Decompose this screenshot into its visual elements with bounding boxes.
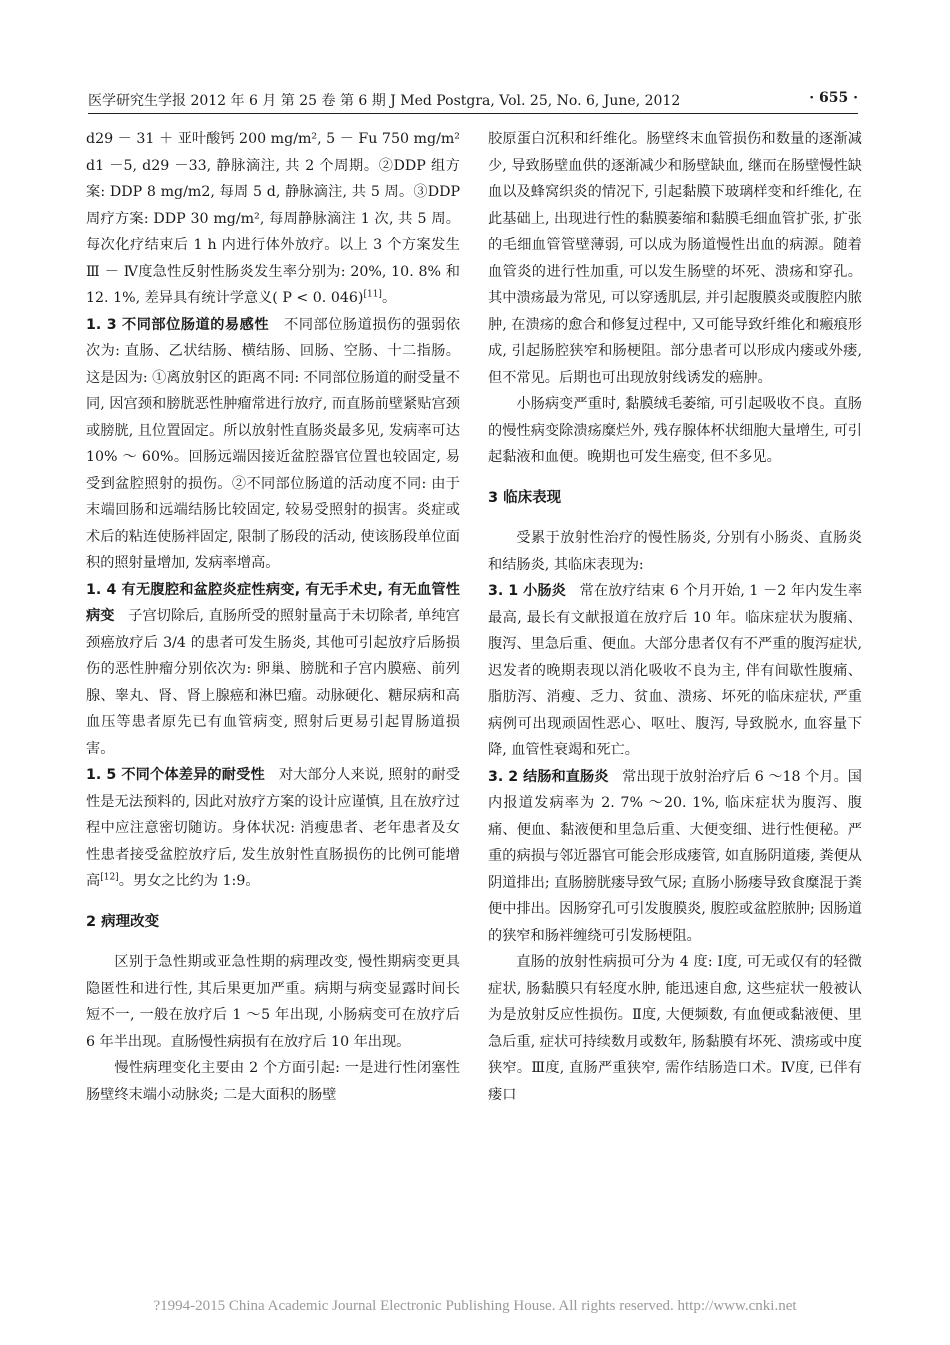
citation-ref[interactable]: [11]: [363, 289, 382, 300]
section-heading: 1. 4 有无腹腔和盆腔炎症性病变, 有无手术史, 有无血管性病变: [86, 581, 460, 624]
section-heading: 3. 1 小肠炎: [488, 583, 566, 599]
paragraph: 小肠病变严重时, 黏膜绒毛萎缩, 可引起吸收不良。直肠的慢性病变除溃疡糜烂外, 残存腺体杯状细胞大量增生, 可引起黏液和血便。晚期也可发生癌变, 但不多见。: [488, 396, 862, 465]
section-1-4: 1. 4 有无腹腔和盆腔炎症性病变, 有无手术史, 有无血管性病变 子宫切除后, 直肠所受的照射量高于未切除者, 单纯宫颈癌放疗后 3/4 的患者可发生肠炎, 其他可引起放疗后肠损伤的恶性肿瘤分别依次为: 卵巢、膀胱和子宫内膜癌、前列腺、睾丸、肾、肾上腺癌和淋巴瘤。动脉硬化、糖尿病和高血压等患者原先已有血管病变, 照射后更易引起胃肠道损害。: [86, 581, 460, 757]
running-header: [88, 90, 858, 114]
paragraph: 区别于急性期或亚急性期的病理改变, 慢性期病变更具隐匿性和进行性, 其后果更加严重。病期与病变显露时间长短不一, 一般在放疗后 1 ～5 年出现, 小肠病变可在放疗后 6 年半出现。直肠慢性病损有在放疗后 10 年出现。: [86, 954, 460, 1050]
paragraph: d29 － 31 ＋ 亚叶酸钙 200 mg/m², 5 － Fu 750 mg/m² d1 －5, d29 －33, 静脉滴注, 共 2 个周期。②DDP 组方案: DDP 8 mg/m2, 每周 5 d, 静脉滴注, 共 5 周。③DDP 周疗方案: DDP 30 mg/m², 每周静脉滴注 1 次, 共 5 周。每次化疗结束后 1 h 内进行体外放疗。以上 3 个方案发生Ⅲ － Ⅳ度急性反射性肠炎发生率分别为: 20%, 10. 8% 和 12. 1%, 差异具有统计学意义( P < 0. 046)[11]。: [86, 131, 460, 306]
paragraph: 直肠的放射性病损可分为 4 度: Ⅰ度, 可无或仅有的轻微症状, 肠黏膜只有轻度水肿, 能迅速自愈, 这些症状一般被认为是放射反应性损伤。Ⅱ度, 大便频数, 有血便或黏液便、里急后重, 症状可持续数月或数年, 肠黏膜有坏死、溃疡或中度狭窄。Ⅲ度, 直肠严重狭窄, 需作结肠造口术。Ⅳ度, 已伴有瘘口: [488, 954, 862, 1103]
section-3-2: 3. 2 结肠和直肠炎 常出现于放射治疗后 6 ～18 个月。国内报道发病率为 2. 7% ～20. 1%, 临床症状为腹泻、腹痛、便血、黏液便和里急后重、大便变细、进行性便秘。严重的病损与邻近器官可能会形成瘘管, 如直肠阴道瘘, 粪便从阴道排出; 直肠膀胱瘘导致气尿; 直肠小肠瘘导致食糜混于粪便中排出。因肠穿孔可引发腹膜炎, 腹腔或盆腔脓肿; 因肠道的狭窄和肠袢缠绕可引发肠梗阻。: [488, 768, 862, 944]
right-column: [488, 126, 862, 1108]
left-column: [86, 126, 460, 1108]
section-heading: 1. 3 不同部位肠道的易感性: [86, 316, 270, 333]
paragraph: 胶原蛋白沉积和纤维化。肠壁终末血管损伤和数量的逐渐减少, 导致肠壁血供的逐渐减少和肠壁缺血, 继而在肠壁慢性缺血以及蜂窝织炎的情况下, 引起黏膜下玻璃样变和纤维化, 在此基础上, 出现进行性的黏膜萎缩和黏膜毛细血管扩张, 扩张的毛细血管管壁薄弱, 可以成为肠道慢性出血的病源。随着血管炎的进行性加重, 可以发生肠壁的坏死、溃疡和穿孔。其中溃疡最为常见, 可以穿透肌层, 并引起腹膜炎或腹腔内脓肿, 在溃疡的愈合和修复过程中, 又可能导致纤维化和瘢痕形成, 引起肠腔狭窄和肠梗阻。部分患者可以形成内瘘或外瘘, 但不常见。后期也可出现放射线诱发的癌肿。: [488, 131, 862, 386]
section-heading: 1. 5 不同个体差异的耐受性: [86, 767, 265, 783]
copyright-footer: ?1994-2015 China Academic Journal Electronic Publishing House. All rights reserved. http://www.cnki.net: [153, 1298, 797, 1314]
page-number: · 655 ·: [809, 90, 858, 106]
citation-ref[interactable]: [12]: [100, 872, 119, 883]
paragraph: 受累于放射性治疗的慢性肠炎, 分别有小肠炎、直肠炎和结肠炎, 其临床表现为:: [488, 530, 862, 573]
section-heading-2: 2 病理改变: [86, 913, 160, 930]
section-1-5: 1. 5 不同个体差异的耐受性 对大部分人来说, 照射的耐受性是无法预料的, 因此对放疗方案的设计应谨慎, 且在放疗过程中应注意密切随访。身体状况: 消瘦患者、老年患者及女性患者接受盆腔放疗后, 发生放射性直肠损伤的比例可能增高[12]。男女之比约为 1:9。: [86, 767, 461, 889]
paragraph: 慢性病理变化主要由 2 个方面引起: 一是进行性闭塞性肠壁终末端小动脉炎; 二是大面积的肠壁: [86, 1060, 460, 1103]
section-heading-3: 3 临床表现: [488, 489, 562, 506]
section-1-3: 1. 3 不同部位肠道的易感性 不同部位肠道损伤的强弱依次为: 直肠、乙状结肠、横结肠、回肠、空肠、十二指肠。这是因为: ①离放射区的距离不同: 不同部位肠道的耐受量不同, 因宫颈和膀胱恶性肿瘤常进行放疗, 而直肠前壁紧贴宫颈或膀胱, 且位置固定。所以放射性直肠炎最多见, 发病率可达 10% ～ 60%。回肠远端因接近盆腔器官位置也较固定, 易受到盆腔照射的损伤。②不同部位肠道的活动度不同: 由于末端回肠和远端结肠比较固定, 较易受照射的损害。炎症或术后的粘连使肠袢固定, 限制了肠段的活动, 使该肠段单位面积的照射量增加, 发病率增高。: [86, 316, 461, 571]
header-rule: [88, 113, 858, 114]
journal-citation: 医学研究生学报 2012 年 6 月 第 25 卷 第 6 期 J Med Postgra, Vol. 25, No. 6, June, 2012: [88, 93, 681, 109]
section-heading: 3. 2 结肠和直肠炎: [488, 768, 609, 785]
section-3-1: 3. 1 小肠炎 常在放疗结束 6 个月开始, 1 －2 年内发生率最高, 最长有文献报道在放疗后 10 年。临床症状为腹痛、腹泻、里急后重、便血。大部分患者仅有不严重的腹泻症状, 迟发者的晚期表现以消化吸收不良为主, 伴有间歇性腹痛、脂肪泻、消瘦、乏力、贫血、溃疡、坏死的临床症状, 严重病例可出现顽固性恶心、呕吐、腹泻, 导致脱水, 血容量下降, 血管性衰竭和死亡。: [488, 583, 863, 758]
